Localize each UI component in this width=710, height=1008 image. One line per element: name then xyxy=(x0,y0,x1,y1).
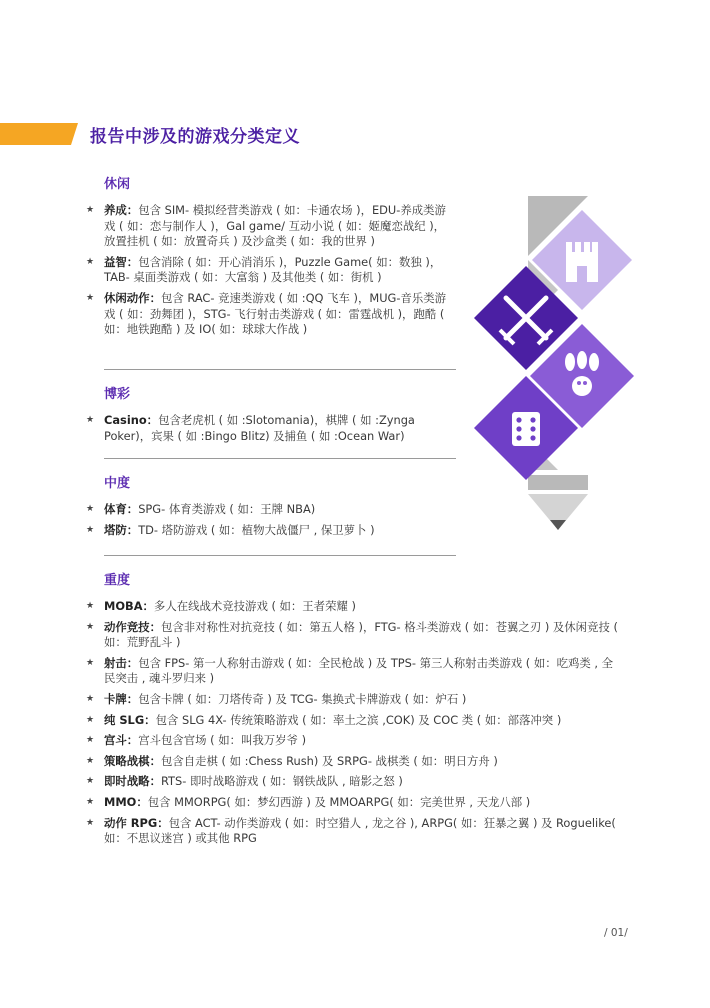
section-divider xyxy=(104,369,456,370)
star-bullet-icon: ★ xyxy=(86,524,95,535)
game-category-illustration xyxy=(470,190,640,555)
section-heading: 休闲 xyxy=(104,177,131,192)
section-divider xyxy=(104,458,456,459)
star-bullet-icon: ★ xyxy=(86,292,95,303)
list-item: ★ 即时战略：RTS- 即时战略游戏 ( 如：钢铁战队 , 暗影之怒 ) xyxy=(86,774,403,789)
list-item: ★ 养成：包含 SIM- 模拟经营类游戏 ( 如：卡通农场 )，EDU-养成类游戏 ( 如：恋与制作人 )，Gal game/ 互动小说 ( 如：姬魔恋战纪 )，放置挂机 ( 如：放置奇兵 ) 及沙盒类 ( 如：我的世界 ) xyxy=(86,203,446,249)
pencil-band xyxy=(528,475,588,490)
star-bullet-icon: ★ xyxy=(86,735,95,746)
title-accent-bar xyxy=(0,123,78,145)
list-item: ★ 动作竞技：包含非对称性对抗竞技 ( 如：第五人格 )，FTG- 格斗类游戏 ( 如：苍翼之刃 ) 及休闲竞技 ( 如：荒野乱斗 ) xyxy=(86,619,618,650)
section-divider xyxy=(104,555,456,556)
star-bullet-icon: ★ xyxy=(86,256,95,267)
list-item: ★ 卡牌：包含卡牌 ( 如：刀塔传奇 ) 及 TCG- 集换式卡牌游戏 ( 如：炉石 ) xyxy=(86,691,467,706)
star-bullet-icon: ★ xyxy=(86,776,95,787)
list-item: ★ MOBA：多人在线战术竞技游戏 ( 如：王者荣耀 ) xyxy=(86,599,356,613)
star-bullet-icon: ★ xyxy=(86,601,95,611)
list-item: ★ 动作 RPG：包含 ACT- 动作类游戏 ( 如：时空猎人 , 龙之谷 ), ARPG( 如：狂暴之翼 ) 及 Roguelike( 如：不思议迷宫 ) 或其他 RPG xyxy=(86,815,616,846)
list-item: ★ 休闲动作：包含 RAC- 竞速类游戏 ( 如 :QQ 飞车 )，MUG-音乐类游戏 ( 如：劲舞团 )，STG- 飞行射击类游戏 ( 如：雷霆战机 )，跑酷 ( 如：地铁跑酷 ) 及 IO( 如：球球大作战 ) xyxy=(86,290,447,337)
star-bullet-icon: ★ xyxy=(86,621,95,632)
star-bullet-icon: ★ xyxy=(86,714,95,725)
star-bullet-icon: ★ xyxy=(86,205,95,215)
list-item: ★ MMO：包含 MMORPG( 如：梦幻西游 ) 及 MMOARPG( 如：完美世界 , 天龙八部 ) xyxy=(86,794,531,809)
star-bullet-icon: ★ xyxy=(86,504,95,514)
list-item: ★ 塔防：TD- 塔防游戏 ( 如：植物大战僵尸 , 保卫萝卜 ) xyxy=(86,522,375,537)
section-midcore xyxy=(86,474,454,543)
section-hardcore xyxy=(86,571,622,852)
star-bullet-icon: ★ xyxy=(86,657,95,668)
page-number: / 01/ xyxy=(604,927,628,939)
star-bullet-icon: ★ xyxy=(86,796,95,807)
star-bullet-icon: ★ xyxy=(86,693,95,704)
star-bullet-icon: ★ xyxy=(86,415,95,425)
list-item: ★ Casino：包含老虎机 ( 如 :Slotomania)，棋牌 ( 如 :Zynga Poker)，宾果 ( 如 :Bingo Blitz) 及捕鱼 ( 如 :Ocean War) xyxy=(86,413,415,443)
list-item: ★ 宫斗：宫斗包含官场 ( 如：叫我万岁爷 ) xyxy=(86,733,307,748)
list-item: ★ 体育：SPG- 体育类游戏 ( 如：王牌 NBA) xyxy=(86,502,316,516)
list-item: ★ 纯 SLG：包含 SLG 4X- 传统策略游戏 ( 如：率土之滨 ,COK) 及 COC 类 ( 如：部落冲突 ) xyxy=(86,712,562,727)
section-heading: 博彩 xyxy=(104,387,131,402)
section-casual xyxy=(86,175,454,343)
page-title: 报告中涉及的游戏分类定义 xyxy=(90,127,300,147)
pencil-lead xyxy=(550,520,566,530)
star-bullet-icon: ★ xyxy=(86,755,95,766)
list-item: ★ 策略战棋：包含自走棋 ( 如 :Chess Rush) 及 SRPG- 战棋类 ( 如：明日方舟 ) xyxy=(86,753,498,768)
list-item: ★ 射击：包含 FPS- 第一人称射击游戏 ( 如：全民枪战 ) 及 TPS- 第三人称射击类游戏 ( 如：吃鸡类 , 全民突击 , 魂斗罗归来 ) xyxy=(86,655,614,686)
section-gambling xyxy=(86,385,454,449)
star-bullet-icon: ★ xyxy=(86,817,95,828)
section-heading: 重度 xyxy=(104,573,131,588)
list-item: ★ 益智：包含消除 ( 如：开心消消乐 )，Puzzle Game( 如：数独 )，TAB- 桌面类游戏 ( 如：大富翁 ) 及其他类 ( 如：街机 ) xyxy=(86,254,442,285)
section-heading: 中度 xyxy=(104,476,131,491)
